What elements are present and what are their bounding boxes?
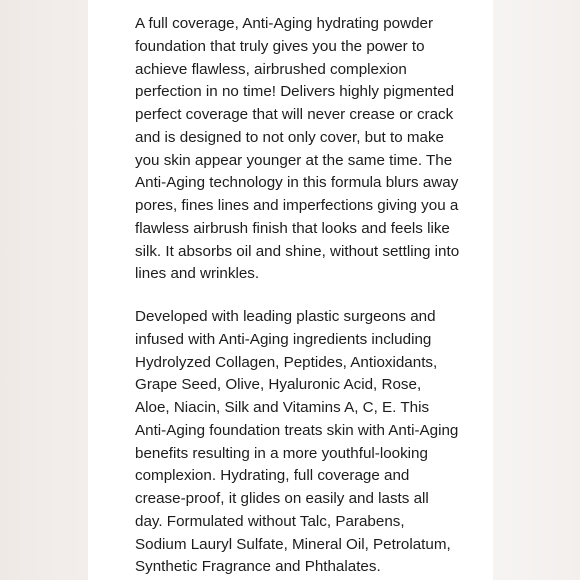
text-line: pores, fines lines and imperfections giving you a xyxy=(135,197,459,214)
description-card xyxy=(88,0,493,580)
text-line: Grape Seed, Olive, Hyaluronic Acid, Rose, xyxy=(135,376,422,394)
text-line: Hydrolyzed Collagen, Peptides, Antioxidants, xyxy=(135,353,438,371)
text-line: Sodium Lauryl Sulfate, Mineral Oil, Petrolatum, xyxy=(135,535,451,553)
text-line: Anti-Aging technology in this formula blurs away xyxy=(135,174,459,192)
text-line: Developed with leading plastic surgeons and xyxy=(135,308,436,325)
text-line: Aloe, Niacin, Silk and Vitamins A, C, E. This xyxy=(135,399,430,416)
text-line: you skin appear younger at the same time. The xyxy=(135,151,453,169)
text-line: foundation that truly gives you the power to xyxy=(135,37,425,55)
paragraph-gap xyxy=(135,286,473,306)
text-line: A full coverage, Anti-Aging hydrating powder xyxy=(135,15,434,32)
description-paragraph-2 xyxy=(135,306,473,579)
text-line: day. Formulated without Talc, Parabens, xyxy=(135,512,405,530)
text-line: infused with Anti-Aging ingredients including xyxy=(135,330,432,348)
text-line: Anti-Aging foundation treats skin with Anti-Aging xyxy=(135,421,459,439)
text-line: perfect coverage that will never crease or crack xyxy=(135,106,454,123)
text-line: Synthetic Fragrance and Phthalates. xyxy=(135,558,381,576)
text-line: complexion. Hydrating, full coverage and xyxy=(135,467,410,485)
text-line: crease-proof, it glides on easily and lasts all xyxy=(135,490,429,507)
text-line: silk. It absorbs oil and shine, without settling into xyxy=(135,242,460,260)
right-background xyxy=(493,0,580,580)
text-line: and is designed to not only cover, but to make xyxy=(135,128,445,146)
text-line: flawless airbrush finish that looks and feels like xyxy=(135,219,450,237)
text-line: lines and wrinkles. xyxy=(135,265,260,283)
text-line: perfection in no time! Delivers highly pigmented xyxy=(135,83,455,101)
description-paragraph-1 xyxy=(135,13,473,286)
text-line: benefits resulting in a more youthful-looking xyxy=(135,444,428,462)
text-line: achieve flawless, airbrushed complexion xyxy=(135,60,407,78)
left-background xyxy=(0,0,88,580)
